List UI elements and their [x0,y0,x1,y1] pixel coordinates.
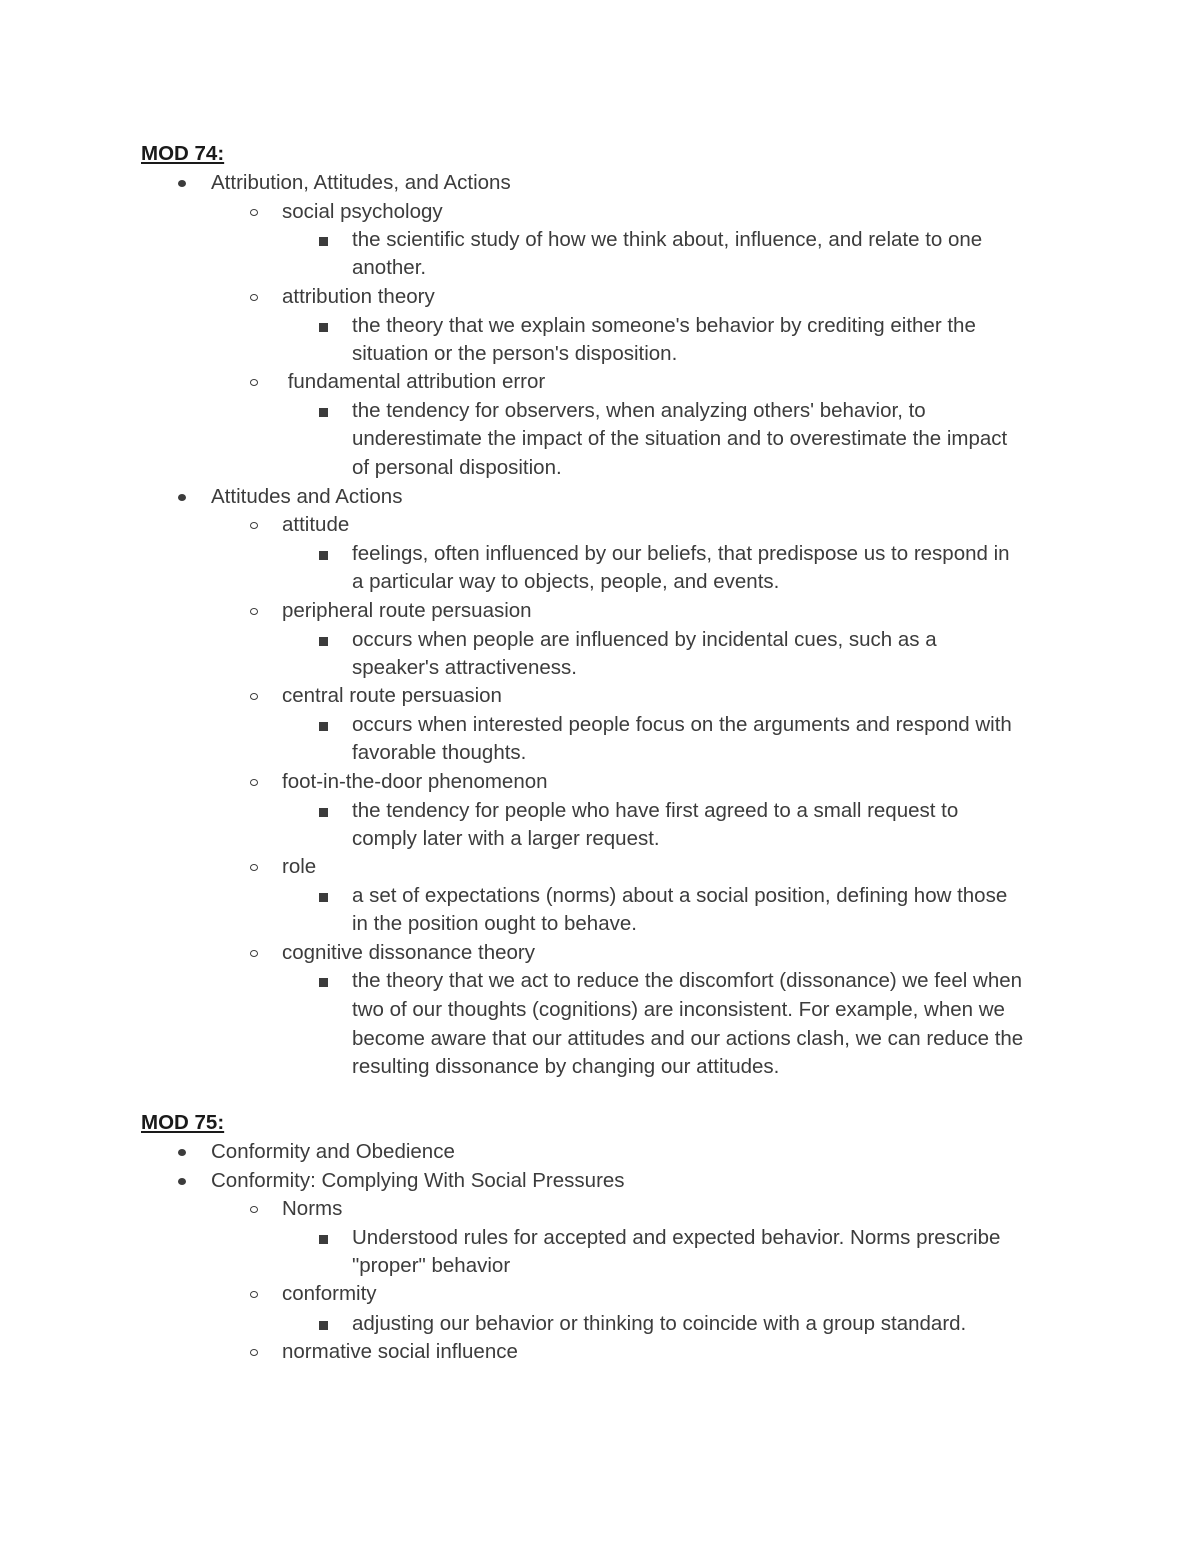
square-bullet-icon [319,408,328,417]
outline-level2-item: conformity [282,1282,377,1305]
square-bullet-icon [319,1235,328,1244]
outline-level3-continuation: situation or the person's disposition. [352,342,678,365]
outline-level3-continuation: in the position ought to behave. [352,912,637,935]
square-bullet-icon [319,808,328,817]
hollow-circle-bullet-icon [250,779,258,786]
mod75-heading: MOD 75: [141,1111,225,1134]
outline-level2-item: central route persuasion [282,684,502,707]
outline-level1-item: Attribution, Attitudes, and Actions [211,171,511,194]
filled-circle-bullet-icon [178,494,186,501]
filled-circle-bullet-icon [178,1149,186,1156]
mod74-heading: MOD 74: [141,142,225,165]
hollow-circle-bullet-icon [250,1206,258,1213]
outline-level3-item: feelings, often influenced by our beliefs, that predispose us to respond in [352,542,1010,565]
outline-level2-item: fundamental attribution error [282,370,546,393]
outline-level3-item: a set of expectations (norms) about a social position, defining how those [352,884,1008,907]
outline-level3-continuation: of personal disposition. [352,456,562,479]
outline-level3-item: Understood rules for accepted and expected behavior. Norms prescribe [352,1226,1001,1249]
outline-level2-item: peripheral route persuasion [282,599,532,622]
outline-level2-item: attitude [282,513,350,536]
outline-level3-continuation: "proper" behavior [352,1254,511,1277]
square-bullet-icon [319,551,328,560]
outline-level3-item: adjusting our behavior or thinking to coincide with a group standard. [352,1312,967,1335]
square-bullet-icon [319,637,328,646]
hollow-circle-bullet-icon [250,379,258,386]
hollow-circle-bullet-icon [250,522,258,529]
square-bullet-icon [319,237,328,246]
outline-level2-item: attribution theory [282,285,435,308]
square-bullet-icon [319,1321,328,1330]
outline-level3-continuation: speaker's attractiveness. [352,656,577,679]
outline-level3-item: occurs when people are influenced by incidental cues, such as a [352,628,937,651]
hollow-circle-bullet-icon [250,294,258,301]
hollow-circle-bullet-icon [250,950,258,957]
outline-level3-item: the theory that we explain someone's behavior by crediting either the [352,314,976,337]
outline-level3-continuation: become aware that our attitudes and our actions clash, we can reduce the [352,1027,1024,1050]
outline-level2-item: cognitive dissonance theory [282,941,535,964]
outline-level2-item: Norms [282,1197,343,1220]
outline-level3-continuation: a particular way to objects, people, and events. [352,570,780,593]
outline-level3-continuation: two of our thoughts (cognitions) are inconsistent. For example, when we [352,998,1005,1021]
filled-circle-bullet-icon [178,180,186,187]
outline-level3-item: occurs when interested people focus on the arguments and respond with [352,713,1012,736]
outline-level3-continuation: underestimate the impact of the situation and to overestimate the impact [352,427,1008,450]
hollow-circle-bullet-icon [250,1291,258,1298]
outline-level1-item: Conformity and Obedience [211,1140,455,1163]
filled-circle-bullet-icon [178,1178,186,1185]
outline-level3-continuation: comply later with a larger request. [352,827,660,850]
outline-level2-item: role [282,855,317,878]
outline-level1-item: Attitudes and Actions [211,485,403,508]
outline-level2-item: foot-in-the-door phenomenon [282,770,548,793]
outline-level2-item: normative social influence [282,1340,518,1363]
outline-level3-continuation: favorable thoughts. [352,741,527,764]
outline-level3-item: the theory that we act to reduce the discomfort (dissonance) we feel when [352,969,1023,992]
hollow-circle-bullet-icon [250,864,258,871]
outline-level3-item: the tendency for observers, when analyzing others' behavior, to [352,399,926,422]
outline-level1-item: Conformity: Complying With Social Pressures [211,1169,625,1192]
outline-level3-continuation: another. [352,256,427,279]
outline-level2-item: social psychology [282,200,443,223]
square-bullet-icon [319,323,328,332]
hollow-circle-bullet-icon [250,693,258,700]
square-bullet-icon [319,978,328,987]
outline-level3-item: the tendency for people who have first agreed to a small request to [352,799,959,822]
hollow-circle-bullet-icon [250,1349,258,1356]
outline-level3-item: the scientific study of how we think about, influence, and relate to one [352,228,983,251]
hollow-circle-bullet-icon [250,209,258,216]
square-bullet-icon [319,893,328,902]
hollow-circle-bullet-icon [250,608,258,615]
outline-level3-continuation: resulting dissonance by changing our attitudes. [352,1055,780,1078]
square-bullet-icon [319,722,328,731]
